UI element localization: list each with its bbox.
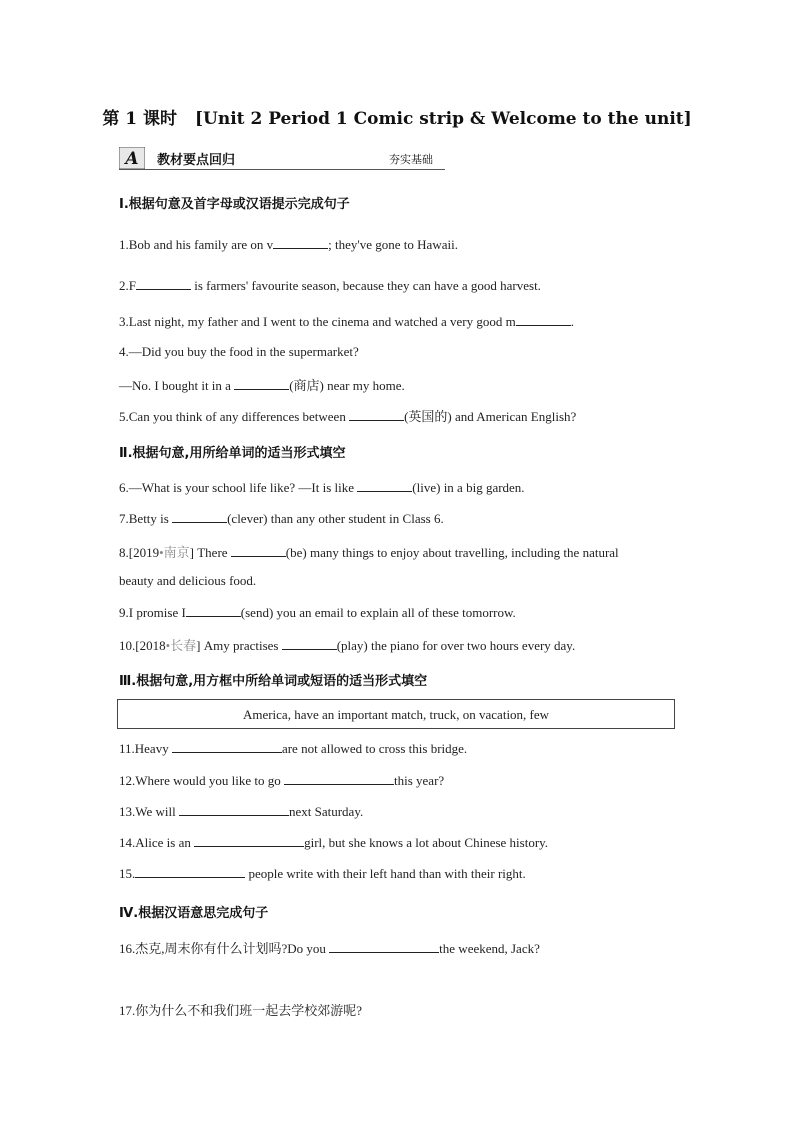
answer-blank[interactable] — [349, 408, 404, 421]
answer-blank[interactable] — [172, 510, 227, 523]
question-5: 5.Can you think of any differences between (英国的) and American English? — [119, 409, 577, 424]
answer-blank[interactable] — [516, 313, 571, 326]
question-3: 3.Last night, my father and I went to the cinema and watched a very good m . — [119, 314, 574, 329]
answer-blank[interactable] — [231, 544, 286, 557]
question-14: 14.Alice is an girl, but she knows a lot about Chinese history. — [119, 835, 549, 850]
question-2: 2.F is farmers' favourite season, because they can have a good harvest. — [119, 278, 541, 293]
banner-label: 教材要点回归 — [157, 153, 236, 168]
source-tag: •南京 — [159, 545, 190, 560]
question-13: 13.We will next Saturday. — [119, 804, 364, 819]
answer-blank[interactable] — [194, 834, 304, 847]
section-heading-3: Ⅲ.根据句意,用方框中所给单词或短语的适当形式填空 — [119, 674, 428, 689]
section-heading-2: Ⅱ.根据句意,用所给单词的适当形式填空 — [119, 446, 346, 461]
answer-blank[interactable] — [284, 772, 394, 785]
banner-right-label: 夯实基础 — [389, 153, 433, 166]
answer-blank[interactable] — [273, 236, 328, 249]
question-6: 6.—What is your school life like? —It is like (live) in a big garden. — [119, 480, 525, 495]
question-11: 11.Heavy are not allowed to cross this bridge. — [119, 741, 468, 756]
question-7: 7.Betty is (clever) than any other student in Class 6. — [119, 511, 444, 526]
question-16: 16.杰克,周末你有什么计划吗?Do you the weekend, Jack? — [119, 941, 540, 956]
question-17: 17.你为什么不和我们班一起去学校郊游呢? — [119, 1003, 363, 1018]
question-1: 1.Bob and his family are on v ; they've gone to Hawaii. — [119, 237, 458, 252]
question-4a: 4.—Did you buy the food in the supermarket? — [119, 344, 359, 359]
question-12: 12.Where would you like to go this year? — [119, 773, 445, 788]
question-9: 9.I promise I (send) you an email to explain all of these tomorrow. — [119, 605, 516, 620]
answer-blank[interactable] — [329, 940, 439, 953]
question-15: 15. people write with their left hand than with their right. — [119, 866, 526, 881]
badge-letter: A — [125, 149, 139, 169]
section-heading-1: Ⅰ.根据句意及首字母或汉语提示完成句子 — [119, 197, 350, 212]
question-8: 8.[2019•南京] There (be) many things to enjoy about travelling, including the natural — [119, 545, 619, 560]
answer-blank[interactable] — [186, 604, 241, 617]
answer-blank[interactable] — [179, 803, 289, 816]
page-title — [0, 104, 794, 129]
question-10: 10.[2018•长春] Amy practises (play) the piano for over two hours every day. — [119, 638, 576, 653]
question-8-cont: beauty and delicious food. — [119, 573, 257, 588]
answer-blank[interactable] — [282, 637, 337, 650]
source-tag: •长春 — [165, 638, 197, 653]
answer-blank[interactable] — [357, 479, 412, 492]
answer-blank[interactable] — [136, 277, 191, 290]
banner-badge-icon — [119, 147, 145, 169]
section-banner — [119, 147, 445, 170]
section-heading-4: Ⅳ.根据汉语意思完成句子 — [119, 906, 269, 921]
lesson-label: 第 1 课时 — [102, 109, 177, 129]
answer-blank[interactable] — [172, 740, 282, 753]
answer-blank[interactable] — [135, 865, 245, 878]
word-box: America, have an important match, truck, on vacation, few — [117, 699, 675, 729]
unit-label: [Unit 2 Period 1 Comic strip & Welcome to the unit] — [195, 109, 692, 129]
answer-blank[interactable] — [234, 377, 289, 390]
question-4b: —No. I bought it in a (商店) near my home. — [119, 378, 405, 393]
